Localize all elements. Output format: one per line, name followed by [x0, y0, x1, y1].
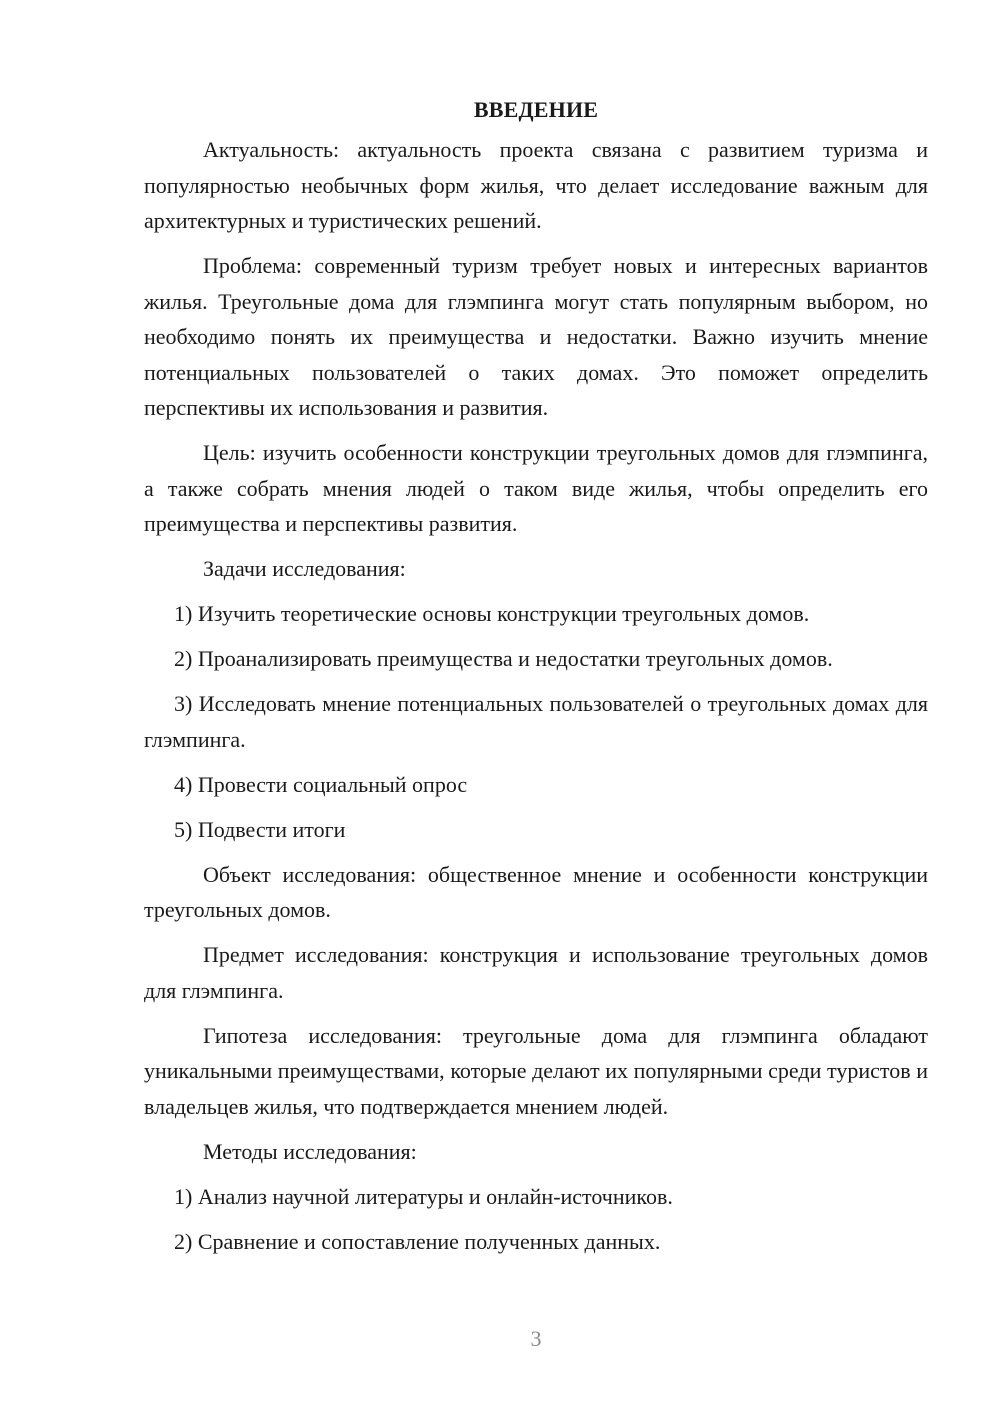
subject-paragraph: Предмет исследования: конструкция и использование треугольных домов для глэмпинга. — [144, 942, 928, 1003]
goal-paragraph: Цель: изучить особенности конструкции треугольных домов для глэмпинга, а также собрать мнения людей о таком виде жилья, чтобы определить его преимущества и перспективы развития. — [144, 440, 928, 536]
task-item-1: 1) Изучить теоретические основы конструкции треугольных домов. — [174, 601, 810, 626]
task-item-4: 4) Провести социальный опрос — [174, 771, 468, 797]
object-paragraph: Объект исследования: общественное мнение и особенности конструкции треугольных домов. — [144, 861, 928, 922]
problem-paragraph: Проблема: современный туризм требует новых и интересных вариантов жилья. Треугольные дома для глэмпинга могут стать популярным выбором, но необходимо понять их преимущества и недостатки. Важно изучить мнение потенциальных пользователей о таких домах. Это поможет определить перспективы их использования и развития. — [144, 253, 928, 420]
methods-heading: Методы исследования: — [203, 1138, 417, 1164]
tasks-heading: Задачи исследования: — [203, 556, 406, 581]
document-page — [144, 92, 928, 1269]
page-title: ВВЕДЕНИЕ — [473, 97, 599, 122]
hypothesis-paragraph: Гипотеза исследования: треугольные дома для глэмпинга обладают уникальными преимуществами, которые делают их популярными среди туристов и владельцев жилья, что подтверждается мнением людей. — [144, 1022, 928, 1119]
page-number: 3 — [530, 1326, 542, 1351]
method-item-1: 1) Анализ научной литературы и онлайн-источников. — [174, 1183, 673, 1209]
task-item-5: 5) Подвести итоги — [174, 816, 346, 842]
method-item-2: 2) Сравнение и сопоставление полученных данных. — [174, 1228, 661, 1254]
task-item-3: 3) Исследовать мнение потенциальных пользователей о треугольных домах для глэмпинга. — [144, 691, 928, 752]
relevance-paragraph: Актуальность: актуальность проекта связана с развитием туризма и популярностью необычных форм жилья, что делает исследование важным для архитектурных и туристических решений. — [144, 137, 928, 233]
task-item-2: 2) Проанализировать преимущества и недостатки треугольных домов. — [174, 646, 833, 671]
